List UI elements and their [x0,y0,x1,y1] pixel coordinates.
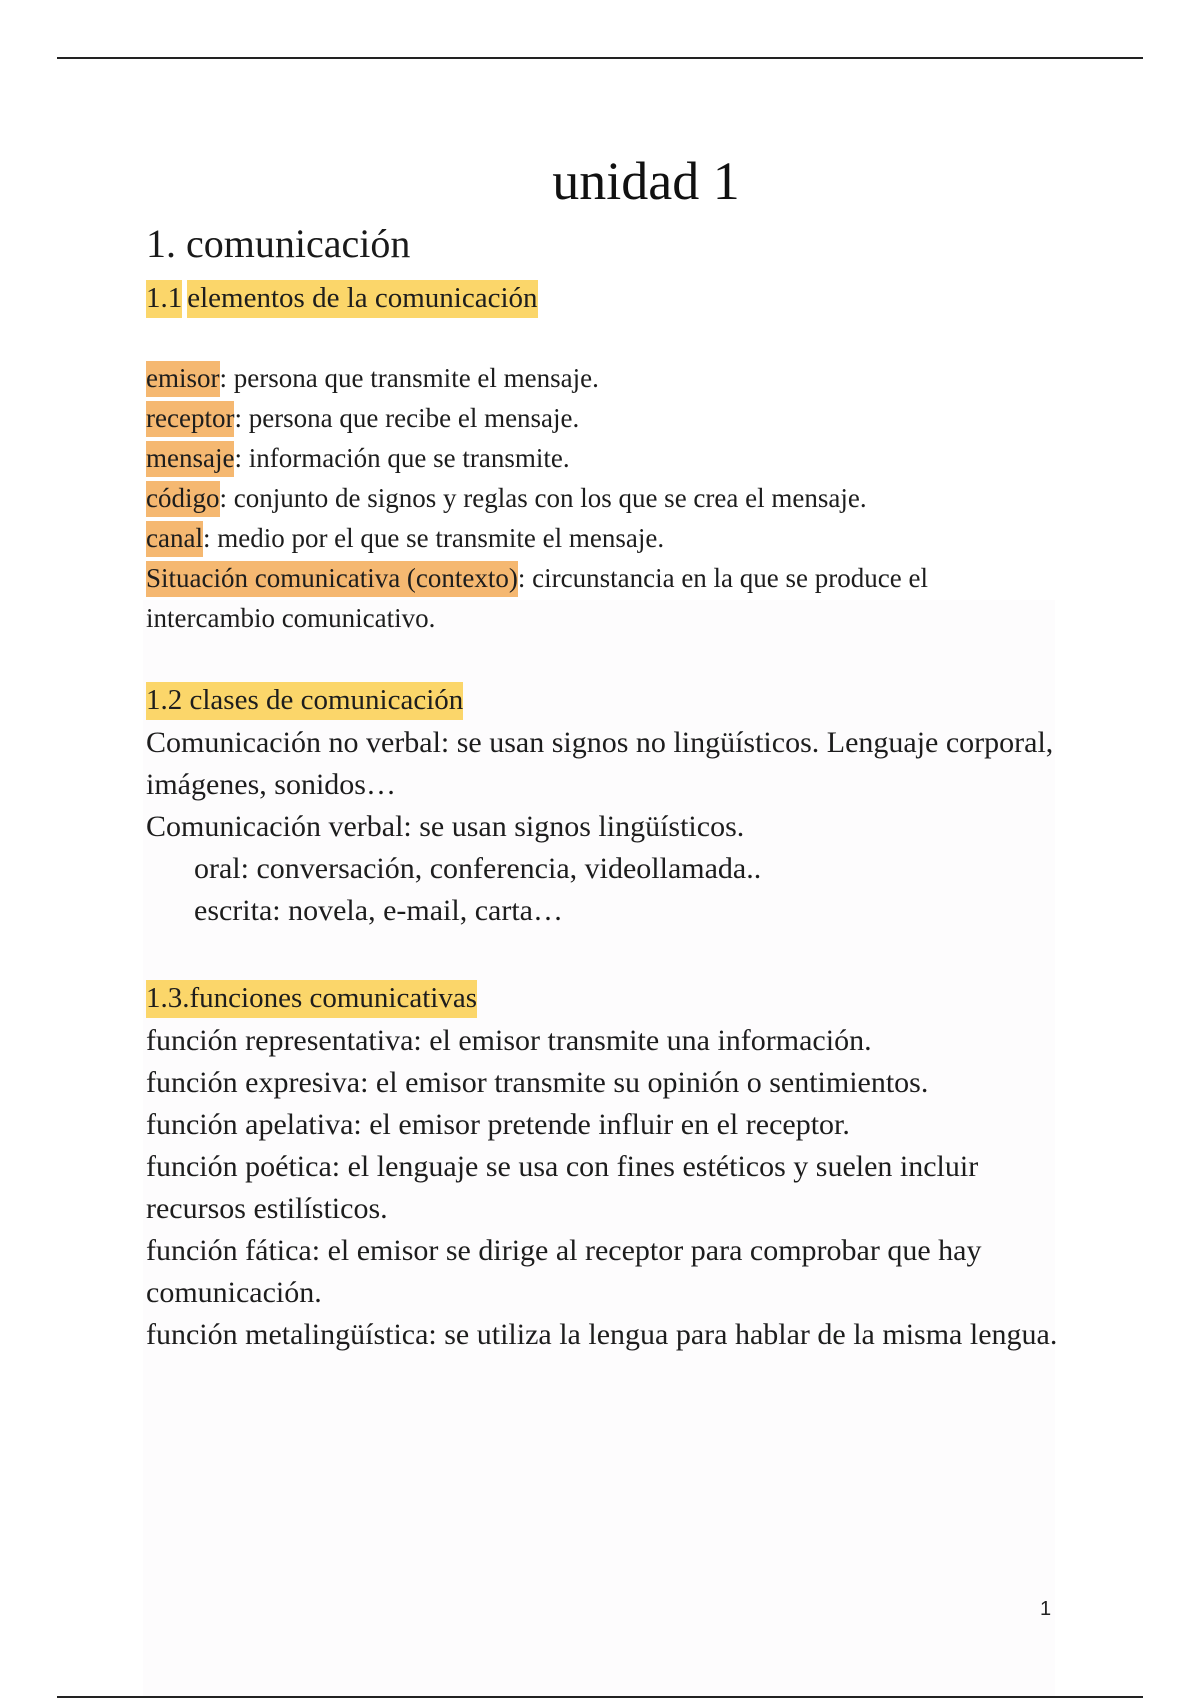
definition-item [146,438,1046,478]
definition-term: código [146,481,220,517]
function-item: función metalingüística: se utiliza la lengua para hablar de la misma lengua. [146,1318,1058,1351]
definition-item [146,558,1046,638]
definition-text: : información que se transmite. [234,443,570,473]
page-title: unidad 1 [552,151,740,211]
subsection-heading-1-3 [146,978,477,1018]
definition-text: : conjunto de signos y reglas con los que se crea el mensaje. [219,483,867,513]
function-item: función representativa: el emisor transmite una información. [146,1024,872,1057]
section-heading: 1. comunicación [146,221,411,266]
definition-term: mensaje [146,441,234,477]
functions-list [146,1020,1066,1356]
subsection-label: elementos de la comunicación [187,280,537,318]
subsection-heading-1-2 [146,680,463,720]
definition-text: : circunstancia en la que se produce el intercambio comunicativo. [146,563,928,633]
function-item: función fática: el emisor se dirige al receptor para comprobar que hay comunicación. [146,1234,982,1309]
communication-types [146,722,1066,932]
definition-item [146,358,1046,398]
definition-term: receptor [146,401,234,437]
definition-term: Situación comunicativa (contexto) [146,561,518,597]
function-item: función poética: el lenguaje se usa con fines estéticos y suelen incluir recursos estilísticos. [146,1150,979,1225]
definition-text: : persona que recibe el mensaje. [234,403,580,433]
definitions-list [146,358,1046,638]
bottom-rule [57,1696,1143,1698]
definition-text: : persona que transmite el mensaje. [219,363,599,393]
paragraph-line: Comunicación no verbal: se usan signos no lingüísticos. Lenguaje corporal, imágenes, sonidos… [146,726,1054,801]
function-item: función expresiva: el emisor transmite su opinión o sentimientos. [146,1066,929,1099]
definition-term: emisor [146,361,220,397]
definition-item [146,398,1046,438]
subsection-heading-1-1 [146,278,538,318]
definition-text: : medio por el que se transmite el mensaje. [202,523,665,553]
function-item: función apelativa: el emisor pretende influir en el receptor. [146,1108,850,1141]
definition-term: canal [146,521,203,557]
top-rule [57,57,1143,59]
subsection-number: 1.1 [146,280,182,318]
page-number: 1 [1040,1598,1052,1620]
paragraph-line: Comunicación verbal: se usan signos lingüísticos. [146,810,745,843]
sub-item: escrita: novela, e-mail, carta… [194,894,563,927]
definition-item [146,518,1046,558]
sub-item: oral: conversación, conferencia, videollamada.. [194,852,762,885]
subsection-label: 1.3.funciones comunicativas [146,980,477,1018]
definition-item [146,478,1046,518]
subsection-label: 1.2 clases de comunicación [146,682,463,720]
